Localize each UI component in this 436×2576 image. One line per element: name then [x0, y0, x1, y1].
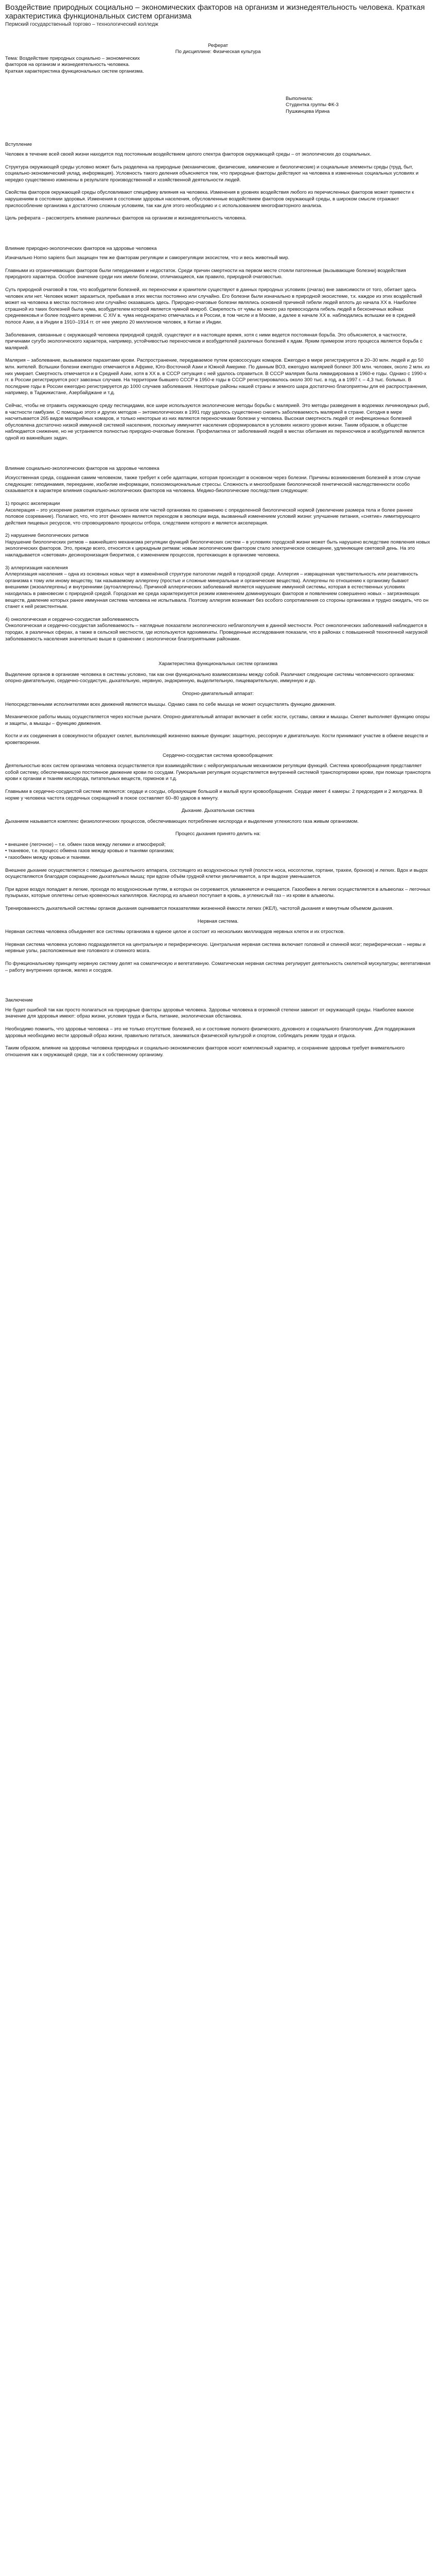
- list-item: 1) процесс акселерации: [5, 500, 60, 506]
- paragraph: Внешнее дыхание осуществляется с помощью дыхательного аппарата, состоящего из воздухоносных путей (полости носа, носоглотки, гортани, трахеи, бронхов) и легких. Вдох и выдох осуществляются благодаря сокращению дыхательных мышц: при вдохе объём грудной клетки увеличивается, а при выдохе уменьшается.: [5, 867, 428, 880]
- paragraph: Тренированность дыхательной системы органов дыхания оценивается показателями жизненной ёмкости легких (ЖЕЛ), частотой дыхания и минутным объемом дыхания.: [5, 906, 394, 912]
- section-heading: Дыхание. Дыхательная система: [181, 808, 255, 814]
- list-item: 4) онкологическая и сердечно-сосудистая заболеваемость: [5, 616, 139, 622]
- section-heading: Опорно-двигательный аппарат:: [182, 690, 254, 697]
- paragraph: По функциональному принципу нервную систему делят на соматическую и вегетативную. Соматическая нервная система регулирует деятельность скелетной мускулатуры; вегетативная – работу внутренних органов, желез и сосудов.: [5, 961, 431, 973]
- page-subtitle: Пермский государственный торгово – технологический колледж: [5, 22, 159, 27]
- social-factors-section: [5, 466, 431, 643]
- paragraph: Необходимо помнить, что здоровье человека – это не только отсутствие болезней, но и состояние полного физического, духовного и социального благополучия. Для поддержания здоровья необходимо вести здоровый образ жизни, правильно питаться, заниматься физической культурой и спортом, соблюдать режим труда и отдыха.: [5, 1026, 415, 1039]
- paragraph: Нервная система человека условно подразделяется на центральную и периферическую. Центральная нервная система включает головной и спинной мозг; периферическая – нервы и нервные узлы, расположенные вне головного и спинного мозга.: [5, 941, 426, 954]
- sub-heading: Процесс дыхания принято делить на:: [175, 831, 261, 837]
- paragraph: Не будет ошибкой так как просто полагаться на природные факторы здоровья человека. Здоровье человека в огромной степени зависит от окружающей среды. Наиболее важное значение для здоровья имеют: образ жизни, условия труда и быта, питание, экологическая обстановка.: [5, 1007, 414, 1020]
- topic-line: Краткая характеристика функциональных систем организма.: [5, 68, 144, 74]
- paragraph: Непосредственными исполнителями всех движений являются мышцы. Однако сама по себе мышца не может осуществлять функцию движения.: [5, 701, 336, 707]
- student-name: Пушкинцева Ирина: [286, 108, 330, 114]
- paragraph: Малярия – заболевание, вызываемое паразитами крови. Распространение, передаваемое путем кровососущих комаров. Ежегодно в мире регистрируется в 20–30 млн. людей и до 50 млн. жителей. Вспышки болезни ежегодно отмечаются в Африке, Юго-Восточной Азии и Южной Америке. По данным ВОЗ, ежегодно малярией болеют 300 млн. человек, около 2 млн. из них умирает. Смертность отмечается и в Средней Азии, хотя в ХХ в. в СССР ситуация с ней удалось справиться. В СССР малярия была ликвидирована в 1960-е годы. Однако с 1990-х гг. в России регистрируется рост завозных случаев. На территории бывшего СССР в 1950-е годы в СССР регистрировалось около 300 тыс. в год, а в 1997 г. – 4,3 тыс. больных. В последние годы в России ежегодно регистрируется до 1000 случаев заболевания. Некоторые районы нашей страны и земного шара достаточно благоприятны для её распространения, например, в Таджикистане, Азербайджане и т.д.: [5, 358, 430, 396]
- paragraph: Нарушение биологических ритмов – важнейшего механизма регуляции функций биологических систем – в условиях городской жизни может быть нарушено вследствие появления новых экологических факторов. Это, прежде всего, относится к циркадным ритмам: новым экологическим фактором стало электрическое освещение, удлиняющее световой день. На это накладывается «световая» десинхронизация биоритмов, с изменением процессов, протекающих в организме человека.: [5, 539, 430, 558]
- student-group: Студентка группы ФК-3: [286, 102, 339, 108]
- paragraph: Нервная система человека объединяет все системы организма в единое целое и состоит из нескольких миллиардов нервных клеток и их отростков.: [5, 929, 345, 935]
- paragraph: Структура окружающей среды условно может быть разделена на природные (механические, физические, химические и биологические) и социальные элементы среды (труд, быт, социально-экономический уклад, информация). Условность такого деления объясняется тем, что природные факторы действуют на человека в измененных социальных условиях и нередко существенно изменены в результате производственной и хозяйственной деятельности людей.: [5, 164, 418, 183]
- paragraph: Суть природной очаговой в том, что возбудители болезней, их переносчики и хранители существуют в данных природных условиях (очагах) вне зависимости от того, обитает здесь человек или нет. Человек может заразиться, пребывая в этих местах постоянно или случайно. Его болезни были изначально в природной экосистеме, т.к. каждое из этих воздействий может на человека в местах постоянно или случайно оказавшись здесь. Природно-очаговые болезни являлись основной причиной гибели людей вплоть до начала XX в. Наиболее страшной из таких болезней была чума, возбудителем которой является чумной микроб. Свирепость от чумы во много раз превосходила гибель людей в бесконечных войнах средневековья и более позднего времени. С XIV в. чума неоднократно отмечалась и в России, в том числе и в Москве, а далее в начале XX в. наблюдались вспышки ее в средней полосе Азии, а в Индии в 1910–1914 гг. от нее умерло 20 миллионов человек, в Китае и Индии.: [5, 287, 422, 326]
- cardiovascular-section: [5, 753, 431, 802]
- paragraph: Изначально Homo sapiens был защищен тем же факторам регуляции и саморегуляции экосистем, что и весь животный мир.: [5, 255, 290, 261]
- list-item: • внешнее (легочное) – т.е. обмен газов между легкими и атмосферой;: [5, 841, 166, 848]
- systems-section: [5, 661, 431, 685]
- section-heading: Вступление: [5, 142, 32, 148]
- intro-section: [5, 142, 431, 222]
- paragraph: Таким образом, влияние на здоровье человека природных и социально-экономических факторов носит комплексный характер, и сохранение здоровья требует внимательного отношения как к окружающей среде, так и к собственному организму.: [5, 1045, 405, 1058]
- paragraph: Онкологическая и сердечно-сосудистая заболеваемость – наглядные показатели экологического неблагополучия в данной местности. Рост онкологических заболеваний наблюдается в городах, в различных сферах, а также в сельской местности, где используются ядохимикаты. Проведенные исследования показали, что в районах с повышенной техногенной нагрузкой заболеваемость населения значительно выше в сравнении с экологически благоприятными районами.: [5, 623, 428, 642]
- section-heading: Заключение: [5, 997, 33, 1004]
- paragraph: Механическое работы мышц осуществляется через костные рычаги. Опорно-двигательный аппарат включает в себя: кости, суставы, связки и мышцы. Скелет выполняет функцию опоры и защиты, а мышцы – функцию движения.: [5, 714, 430, 726]
- list-item: 2) нарушение биологических ритмов: [5, 533, 89, 539]
- section-heading: Сердечно-сосудистая система кровообращения:: [163, 752, 273, 758]
- respiratory-section: [5, 808, 431, 912]
- section-heading: Влияние социально-экологических факторов на здоровье человека: [5, 465, 160, 471]
- paragraph: Свойства факторов окружающей среды обусловливают специфику влияния на человека. Изменения в уровнях воздействия любого из перечисленных факторов может привести к нарушениям в состоянии здоровья. Изменения в состоянии здоровья населения, обусловленные воздействием факторов окружающей среды, в широком смысле отражают приспособление организма к достаточно сложным условиям, так как для этого необходимо и с использованием многофакторного анализа.: [5, 190, 414, 209]
- title-block: [5, 43, 431, 115]
- paragraph: Человек в течение всей своей жизни находится под постоянным воздействием целого спектра факторов окружающей среды – от экологических до социальных.: [5, 151, 372, 157]
- document-page: [0, 0, 436, 1070]
- discipline-line: По дисциплине: Физическая культура: [175, 49, 261, 55]
- paragraph: Заболевания, связанные с окружающей человека природной средой, существуют и в настоящее время, хотя с ними ведется постоянная борьба. Это объясняется, в частности, причинами сугубо экологического характера, например, устойчивостью переносчиков и возбудителей различных болезней к ядам. Ярким примером этого процесса является борьба с малярией.: [5, 332, 423, 351]
- paragraph: Кости и их соединения в совокупности образуют скелет, выполняющий жизненно важные функции: защитную, рессорную и двигательную. Кости принимают участие в обмене веществ и кроветворении.: [5, 733, 428, 745]
- list-item: • тканевое, т.е. процесс обмена газов между кровью и тканями организма;: [5, 848, 175, 854]
- section-heading: Характеристика функциональных систем организма: [159, 661, 277, 667]
- topic-line: факторов на организм и жизнедеятельность человека.: [5, 62, 130, 68]
- paragraph: Выделение органов в организме человека в системы условно, так как они функционально взаимосвязаны между собой. Различают следующие системы человеческого организма: опорно-двигательную, сердечно-сосудистую, дыхательную, нервную, эндокринную, выделительную, пищеварительную, иммунную и др.: [5, 671, 415, 684]
- performed-label: Выполнила:: [286, 95, 313, 101]
- paragraph: Деятельностью всех систем организма человека осуществляется при взаимодействии с нейрогуморальным механизмом регуляции функций. Система кровообращения представляет собой систему, обеспечивающую постоянное движение крови по сосудам. Гуморальная регуляция осуществляется внутренней системой транспортировки крови, при помощи транспорта крови к органам и тканям кислорода, питательных веществ, гормонов и т.д.: [5, 763, 431, 782]
- paragraph: Искусственная среда, созданная самим человеком, также требует к себе адаптации, которая происходит в основном через болезни. Причины возникновения болезней в этом случае следующие: гиподинамия, переедание, изобилие информации, психоэмоциональные стрессы. Сложность и многообразие биологической генетической наследственности особо сказывается в характере влияния социально-экологических факторов на человека. Медико-биологические последствия следующие:: [5, 475, 421, 494]
- paragraph: Сейчас, чтобы не отравить окружающую среду пестицидами, все шире используются экологические методы борьбы с малярией. Это методы разведения в водоемах личинкоядных рыб, в частности гамбузии. С помощью этого и других методов – энтомологических в 1991 году удалось существенно снизить заболеваемость малярией в стране. Сегодня в мире насчитывается 265 видов малярийных комаров, и только некоторые из них являются переносчиками болезни у человека. Высокая смертность людей от инфекционных болезней обусловлена достаточно низкой иммунной системой населения, поскольку иммунитет населения сформировался в условиях низкого уровня жизни. Таким образом, в обществе наблюдается снижение, но не устраняется полностью природно-очаговые болезни. Профилактика от заболеваний людей в местах обитания их переносчиков и возбудителей является одной из важнейших задач.: [5, 402, 430, 441]
- list-item: • газообмен между кровью и тканями.: [5, 855, 91, 861]
- paragraph: Аллергизация населения – одна из основных новых черт в изменённой структуре патологии людей в городской среде. Аллергия – извращенная чувствительность или реактивность организма к тому или иному веществу, так называемому аллергену (простые и сложные минеральные и органические вещества). Аллергены по отношению к организму бывают внешними (экзоаллергены) и внутренними (аутоаллергены). Причиной аллергических заболеваний является нарушение иммунной системы, которая в естественных условиях находилась в равновесии с природной средой. Городская же среда характеризуется резким изменением доминирующих факторов и появлением совершенно новых – загрязняющих веществ, давление которых ранее иммунная система человека не испытывала. Поэтому аллергия возникает без особого сопротивления со стороны организма и трудно ожидать, что он станет к ней резистентным.: [5, 571, 429, 610]
- paragraph: Акселерация – это ускорение развития отдельных органов или частей организма по сравнению с определенной биологической нормой (увеличение размера тела и более раннее половое созревание). Полагают, что, что этот феномен является переходом в эволюции вида, вызванный изменением условий жизни: улучшение питания, «снятие» лимитирующего действия пищевых ресурсов, что спровоцировало процессы отбора, следствием которого и является акселерация.: [5, 507, 420, 526]
- musculoskeletal-section: [5, 691, 431, 747]
- paragraph: Главными в сердечно-сосудистой системе являются: сердце и сосуды, образующие большой и малый круги кровообращения. Сердце имеет 4 камеры: 2 предсердия и 2 желудочка. В норме у человека частота сердечных сокращений в покое составляет 60–80 ударов в минуту.: [5, 788, 423, 801]
- nervous-section: [5, 919, 431, 974]
- conclusion-section: [5, 997, 431, 1058]
- page-title: Воздействие природных социально – экономических факторов на организм и жизнедеятельность человека. Краткая характеристика функциональных систем организма: [5, 3, 425, 21]
- paragraph: Цель реферата – рассмотреть влияние различных факторов на организм и жизнедеятельность человека.: [5, 215, 247, 222]
- paragraph: Дыханием называется комплекс физиологических процессов, обеспечивающих потребление кислорода и выделение углекислого газа живым организмом.: [5, 818, 359, 824]
- natural-factors-section: [5, 246, 431, 442]
- section-heading: Нервная система.: [197, 918, 239, 924]
- essay-label: Реферат: [207, 42, 228, 48]
- paragraph: При вдохе воздух попадает в легкие, проходя по воздухоносным путям, в которых он согревается, увлажняется и очищается. Газообмен в легких осуществляется в альвеолах – легочных пузырьках, которые оплетены сетью кровеносных капилляров. Кислород из альвеол поступает в кровь, а углекислый газ – из крови в альвеолы.: [5, 886, 430, 899]
- paragraph: Главными из ограничивающих факторов были гипердинамия и недостаток. Среди причин смертности на первом месте стояли патогенные (вызывающие болезни) воздействия природного характера. Особое значение среди них имели болезни, отличающиеся, как правило, природной очаговостью.: [5, 267, 406, 280]
- list-item: 3) аллергизация населения: [5, 565, 68, 571]
- topic-line: Тема: Воздействие природных социально – экономических: [5, 55, 140, 61]
- section-heading: Влияние природно-экологических факторов на здоровье человека: [5, 245, 157, 251]
